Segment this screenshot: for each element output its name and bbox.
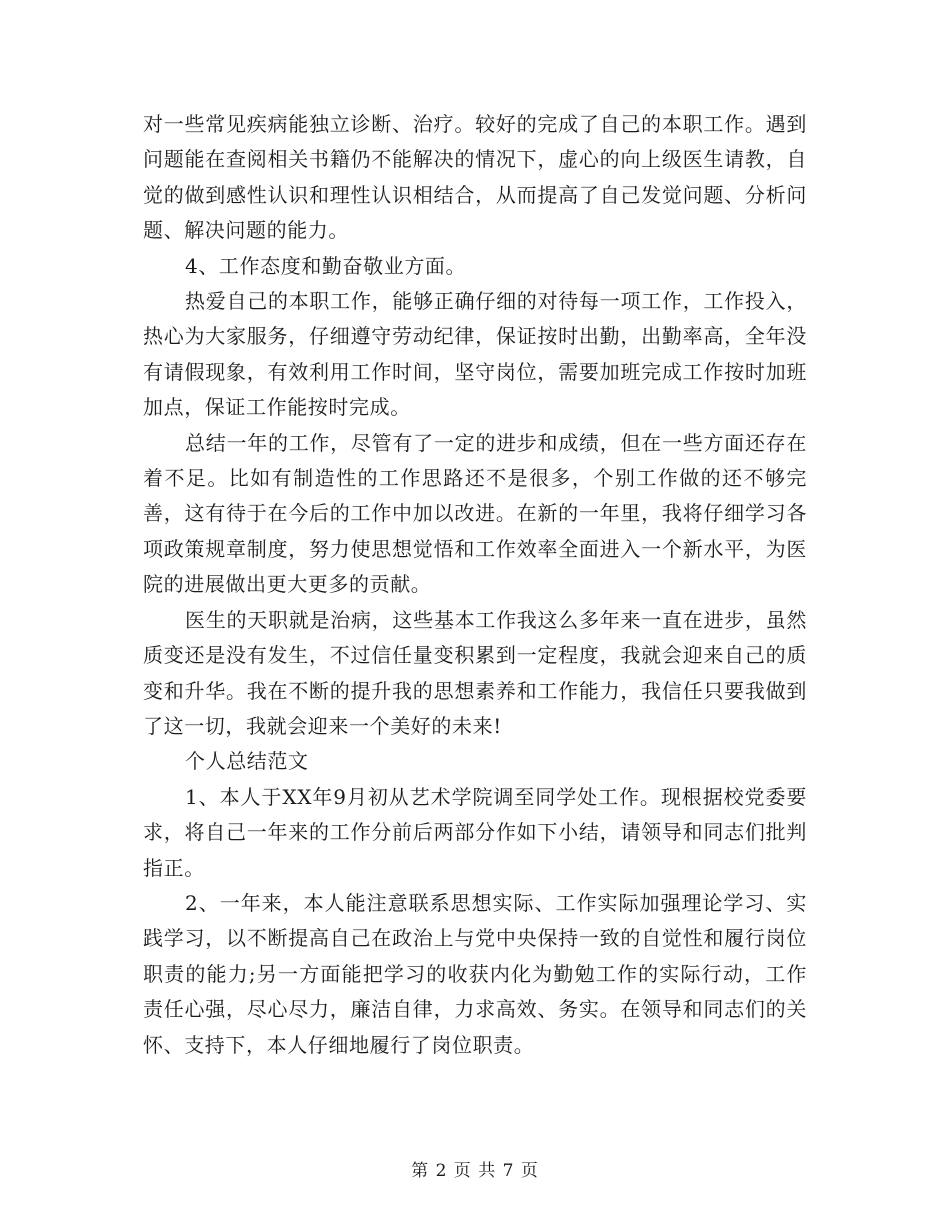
paragraph-item-1: 1、本人于XX年9月初从艺术学院调至同学处工作。现根据校党委要求，将自己一年来的工作分前后两部分作如下小结，请领导和同志们批判指正。 [143, 784, 807, 880]
paragraph-year-summary: 总结一年的工作，尽管有了一定的进步和成绩，但在一些方面还存在着不足。比如有制造性的工作思路还不是很多，个别工作做的还不够完善，这有待于在今后的工作中加以改进。在新的一年里，我将仔细学习各项政策规章制度，努力使思想觉悟和工作效率全面进入一个新水平，为医院的进展做出更大更多的贡献。 [143, 430, 807, 597]
section-heading-work-attitude: 4、工作态度和勤奋敬业方面。 [185, 253, 467, 278]
paragraph-item-2: 2、一年来，本人能注意联系思想实际、工作实际加强理论学习、实践学习，以不断提高自己在政治上与党中央保持一致的自觉性和履行岗位职责的能力;另一方面能把学习的收获内化为勤勉工作的实际行动，工作责任心强，尽心尽力，廉洁自律，力求高效、务实。在领导和同志们的关怀、支持下，本人仔细地履行了岗位职责。 [143, 890, 807, 1057]
page-number-footer: 第 2 页 共 7 页 [411, 1161, 539, 1181]
document-body [143, 107, 807, 1063]
paragraph-doctor-duty: 医生的天职就是治病，这些基本工作我这么多年来一直在进步，虽然质变还是没有发生，不过信任量变积累到一定程度，我就会迎来自己的质变和升华。我在不断的提升我的思想素养和工作能力，我信任只要我做到了这一切，我就会迎来一个美好的未来! [143, 607, 807, 738]
section-title-personal-summary: 个人总结范文 [185, 749, 309, 774]
paragraph-work-dedication: 热爱自己的本职工作，能够正确仔细的对待每一项工作，工作投入，热心为大家服务，仔细遵守劳动纪律，保证按时出勤，出勤率高，全年没有请假现象，有效利用工作时间，坚守岗位，需要加班完成工作按时加班加点，保证工作能按时完成。 [143, 289, 807, 420]
paragraph-continued-diagnosis: 对一些常见疾病能独立诊断、治疗。较好的完成了自己的本职工作。遇到问题能在查阅相关书籍仍不能解决的情况下，虚心的向上级医生请教，自觉的做到感性认识和理性认识相结合，从而提高了自己发觉问题、分析问题、解决问题的能力。 [143, 112, 807, 243]
